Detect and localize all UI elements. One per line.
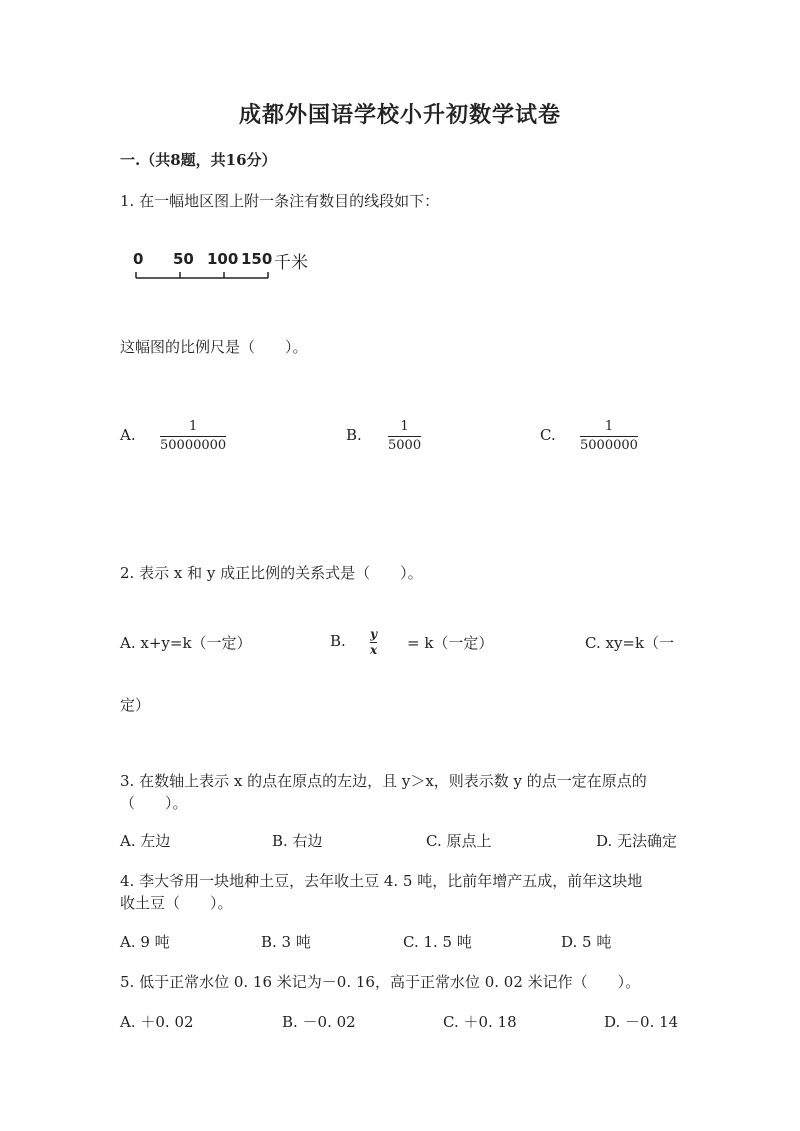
question-3-stem-continued: （ ）。 — [120, 794, 188, 812]
scale-line — [130, 268, 275, 284]
option-d: D. 5 吨 — [561, 933, 612, 951]
question-1-prompt: 这幅图的比例尺是（ ）。 — [120, 338, 308, 356]
option-b-label: B. — [330, 632, 346, 650]
option-c-continued: 定） — [120, 696, 151, 714]
scale-tick-label: 150 — [241, 250, 273, 268]
option-d: D. 无法确定 — [596, 832, 678, 850]
fraction-numerator: 1 — [604, 419, 614, 434]
fraction-denominator: 5000 — [388, 438, 422, 453]
question-4-stem-continued: 收土豆（ ）。 — [120, 894, 233, 912]
option-c-fraction — [580, 419, 638, 454]
option-a-label: A. — [120, 426, 136, 444]
question-4-stem: 4. 李大爷用一块地种土豆，去年收土豆 4. 5 吨，比前年增产五成，前年这块地 — [120, 872, 643, 890]
option-b: B. 右边 — [272, 832, 323, 850]
scale-unit: 千米 — [274, 253, 308, 273]
question-3-stem: 3. 在数轴上表示 x 的点在原点的左边，且 y＞x，则表示数 y 的点一定在原点的 — [120, 772, 647, 790]
section-heading: 一.（共8题，共16分） — [120, 151, 277, 169]
scale-tick-label: 0 — [133, 250, 144, 268]
option-a: A. ＋0. 02 — [120, 1013, 194, 1031]
fraction-numerator: 1 — [188, 419, 198, 434]
scale-tick-label: 100 — [207, 250, 239, 268]
option-b-fraction — [370, 628, 377, 657]
fraction-denominator: 5000000 — [580, 438, 638, 453]
option-c: C. 1. 5 吨 — [403, 933, 472, 951]
fraction-denominator: x — [370, 643, 378, 657]
scale-tick-label: 50 — [173, 250, 194, 268]
question-2-stem: 2. 表示 x 和 y 成正比例的关系式是（ ）。 — [120, 564, 423, 582]
fraction-numerator: 1 — [400, 419, 409, 434]
question-1-stem: 1. 在一幅地区图上附一条注有数目的线段如下： — [120, 192, 440, 210]
option-b-expression: = k（一定） — [407, 634, 494, 652]
option-b: B. 3 吨 — [261, 933, 311, 951]
fraction-denominator: 50000000 — [160, 438, 227, 453]
option-b-label: B. — [346, 426, 362, 444]
question-5-stem: 5. 低于正常水位 0. 16 米记为－0. 16，高于正常水位 0. 02 米记作（ ）。 — [120, 973, 641, 991]
option-a: A. 左边 — [120, 832, 171, 850]
page-title: 成都外国语学校小升初数学试卷 — [238, 102, 561, 128]
option-c-label: C. — [540, 426, 556, 444]
option-d: D. －0. 14 — [604, 1013, 679, 1031]
option-a: A. 9 吨 — [120, 933, 170, 951]
option-a: A. x+y=k（一定） — [120, 634, 252, 652]
option-b: B. －0. 02 — [282, 1013, 356, 1031]
fraction-numerator: y — [370, 627, 378, 641]
option-b-fraction — [388, 419, 421, 454]
option-c: C. xy=k（一 — [585, 634, 675, 652]
option-c: C. 原点上 — [426, 832, 492, 850]
option-a-fraction — [160, 419, 226, 454]
option-c: C. ＋0. 18 — [443, 1013, 517, 1031]
